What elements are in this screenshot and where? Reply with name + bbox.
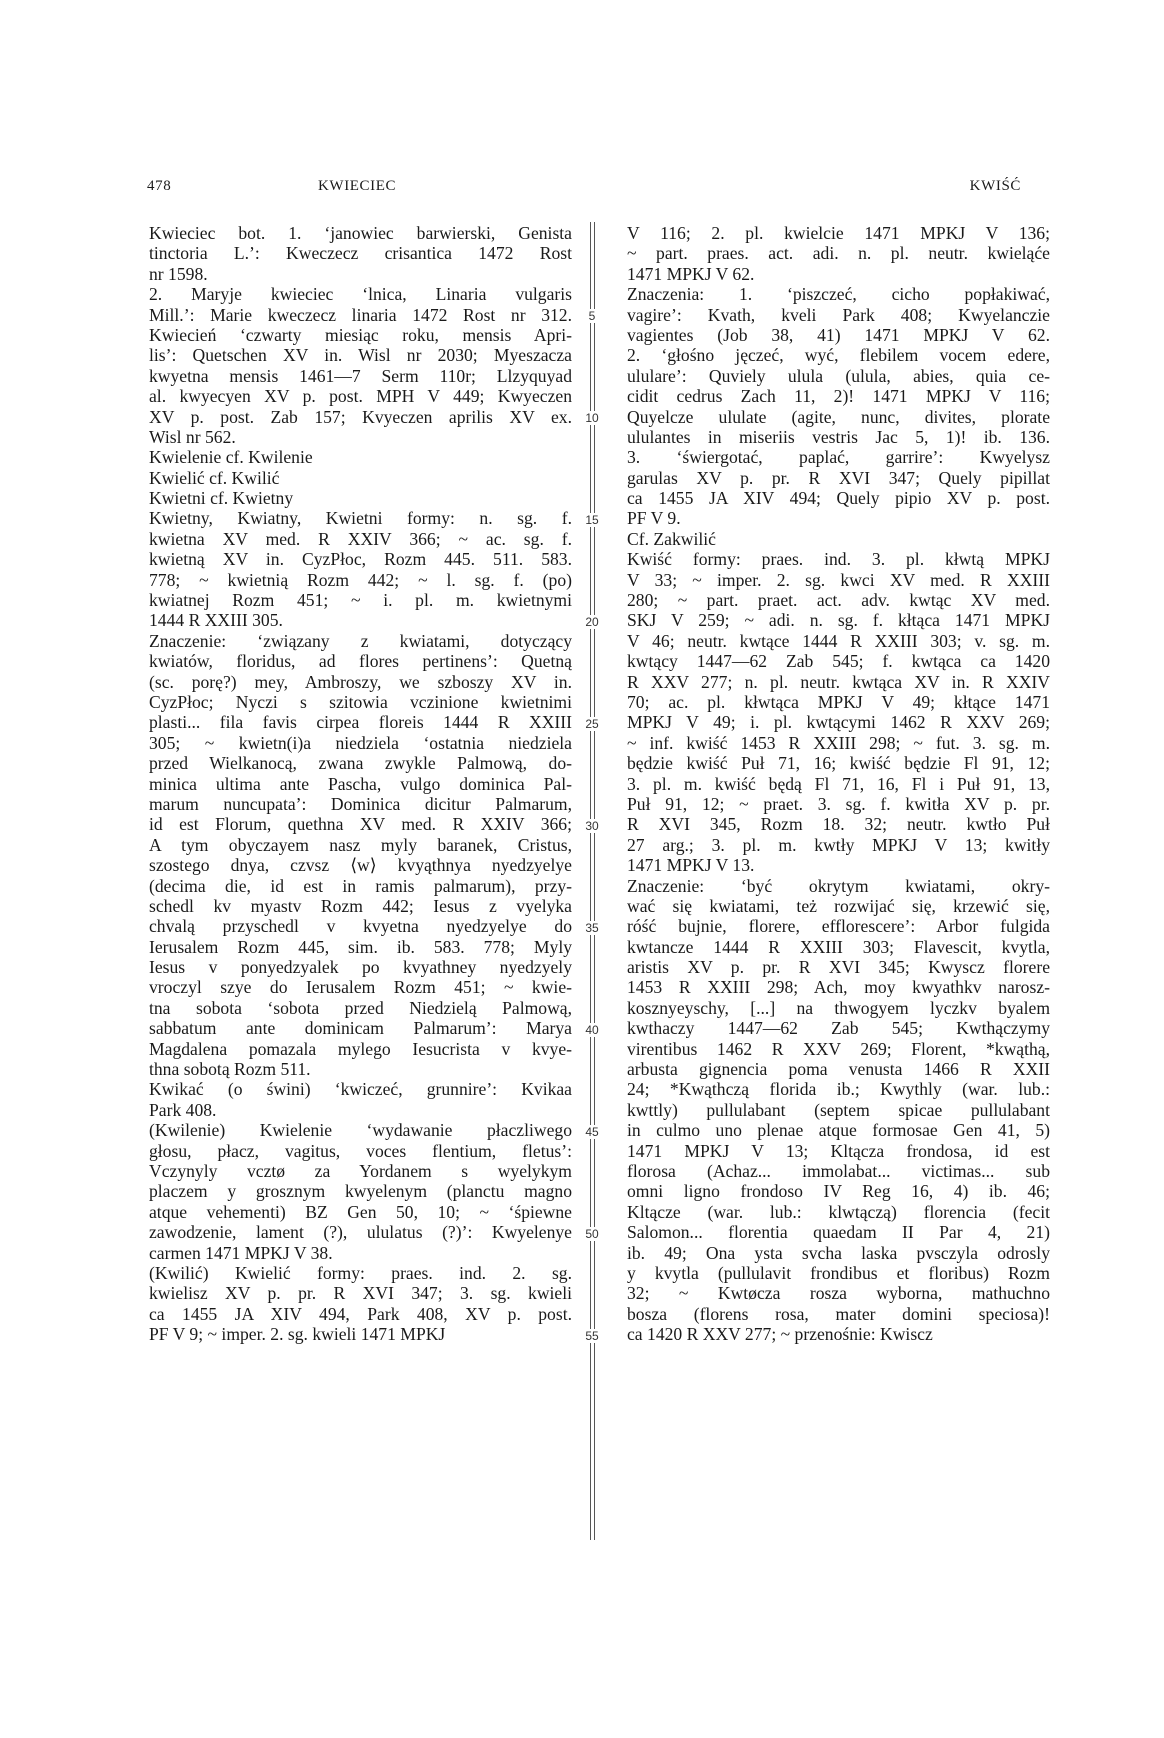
text-line: 1471 MPKJ V 13; Kltącza frondosa, id est <box>627 1140 1050 1161</box>
text-line: Salomon... florentia quaedam II Par 4, 21) <box>627 1222 1050 1243</box>
text-line: vagire’: Kvath, kveli Park 408; Kwyelanczie <box>627 304 1050 325</box>
text-line: 280; ~ part. praet. act. adv. kwtąc XV med. <box>627 590 1050 611</box>
text-line: A tym obyczayem nasz myly baranek, Cristus, <box>149 834 572 855</box>
text-line: schedl kv myastv Rozm 442; Iesus z vyelyka <box>149 895 572 916</box>
right-column <box>627 223 1050 1344</box>
text-line: R XXV 277; n. pl. neutr. kwtąca XV in. R XXIV <box>627 671 1050 692</box>
text-line: kwtancze 1444 R XXIII 303; Flavescit, kvytla, <box>627 936 1050 957</box>
text-line: atque vehementi) BZ Gen 50, 10; ~ ‘śpiewne <box>149 1201 572 1222</box>
text-line: Znaczenie: ‘być okrytym kwiatami, okry- <box>627 875 1050 896</box>
text-line: Kwiecień ‘czwarty miesiąc roku, mensis Apri- <box>149 324 572 345</box>
text-line: 2. Maryje kwieciec ‘lnica, Linaria vulgaris <box>149 284 572 305</box>
line-number: 55 <box>585 1328 599 1343</box>
text-line: carmen 1471 MPKJ V 38. <box>149 1242 333 1263</box>
text-line: SKJ V 259; ~ adi. n. sg. f. kłtąca 1471 MPKJ <box>627 610 1050 631</box>
text-line: vroczyl szye do Ierusalem Rozm 451; ~ kwie- <box>149 977 572 998</box>
text-line: 32; ~ Kwtøcza rosza wyborna, mathuchno <box>627 1283 1050 1304</box>
text-line: ~ part. praes. act. adi. n. pl. neutr. kwieląće <box>627 243 1050 264</box>
left-column <box>149 223 572 1344</box>
text-line: 778; ~ kwietnią Rozm 442; ~ l. sg. f. (po) <box>149 569 572 590</box>
page-number: 478 <box>147 178 172 194</box>
text-line: 1453 R XXIII 298; Ach, moy kwyathkv narosz- <box>627 977 1050 998</box>
text-line: 1471 MPKJ V 13. <box>627 855 755 876</box>
text-line: kwyetna mensis 1461—7 Serm 110r; Llzyquyad <box>149 365 572 386</box>
text-line: wać się kwiatami, też rozwijać się, krzewić się, <box>627 895 1050 916</box>
text-line: 3. ‘świergotać, paplać, garrire’: Kwyelysz <box>627 447 1050 468</box>
line-number: 30 <box>585 818 599 833</box>
line-number: 15 <box>585 512 599 527</box>
text-line: 24; *Kwąthczą florida ib.; Kwythly (war. lub.: <box>627 1079 1050 1100</box>
text-line: Vczynyly vcztø za Yordanem s wyelykym <box>149 1160 572 1181</box>
text-line: 70; ac. pl. kłwtąca MPKJ V 49; kłtące 1471 <box>627 691 1050 712</box>
text-line: PF V 9. <box>627 508 681 529</box>
text-line: Iesus v ponyedzyalek po kvyathney nyedzyely <box>149 957 572 978</box>
text-line: Kwiść formy: praes. ind. 3. pl. kłwtą MPKJ <box>627 549 1050 570</box>
text-line: in culmo uno plenae atque formosae Gen 41, 5) <box>627 1120 1050 1141</box>
text-line: 2. ‘głośno jęczeć, wyć, flebilem vocem edere, <box>627 345 1050 366</box>
text-line: sabbatum ante dominicam Palmarum’: Marya <box>149 1018 572 1039</box>
text-line: Magdalena pomazala mylego Iesucrista v kvye- <box>149 1038 572 1059</box>
text-line: ululare’: Quviely ulula (ulula, abies, quia ce- <box>627 365 1050 386</box>
text-line: omni ligno frondoso IV Reg 16, 4) ib. 46; <box>627 1181 1050 1202</box>
text-line: aristis XV p. pr. R XVI 345; Kwyscz florere <box>627 957 1050 978</box>
text-line: Znaczenie: ‘związany z kwiatami, dotyczący <box>149 630 572 651</box>
text-line: róść bujnie, florere, efflorescere’: Arbor fulgida <box>627 916 1050 937</box>
line-number: 20 <box>585 614 599 629</box>
text-line: placzem y grosznym kwyelenym (planctu magno <box>149 1181 572 1202</box>
line-number: 25 <box>585 716 599 731</box>
text-line: przed Wielkanocą, zwana zwykle Palmową, do- <box>149 753 572 774</box>
text-line: tna sobota ‘sobota przed Niedzielą Palmową, <box>149 997 572 1018</box>
text-line: głosu, płacz, vagitus, voces flentium, fletus’: <box>149 1140 572 1161</box>
text-line: Kwieciec bot. 1. ‘janowiec barwierski, Genista <box>149 223 572 243</box>
text-line: V 116; 2. pl. kwielcie 1471 MPKJ V 136; <box>627 223 1050 243</box>
text-line: nr 1598. <box>149 263 208 284</box>
line-number: 5 <box>584 309 600 323</box>
text-line: Kwikać (o świni) ‘kwiczeć, grunnire’: Kvikaa <box>149 1079 572 1100</box>
line-number: 35 <box>585 920 599 935</box>
text-line: szostego dnya, czvsz ⟨w⟩ kvyąthnya nyedzyelye <box>149 855 572 876</box>
text-line: zawodzenie, lament (?), ululatus (?)’: Kwyelenye <box>149 1222 572 1243</box>
text-line: Puł 91, 12; ~ praet. 3. sg. f. kwitła XV p. pr. <box>627 793 1050 814</box>
text-line: ca 1420 R XXV 277; ~ przenośnie: Kwiscz <box>627 1324 933 1345</box>
text-line: kwiatnej Rozm 451; ~ i. pl. m. kwietnymi <box>149 590 572 611</box>
text-line: ululantes in miseriis vestris Jac 5, 1)! ib. 136. <box>627 426 1050 447</box>
text-line: ca 1455 JA XIV 494, Park 408, XV p. post. <box>149 1303 572 1324</box>
text-line: (decima die, id est in ramis palmarum), przy- <box>149 875 572 896</box>
text-line: kwietną XV in. CyzPłoc, Rozm 445. 511. 583. <box>149 549 572 570</box>
text-line: chvalą przyschedl v kvyetna nyedzyelye do <box>149 916 572 937</box>
text-line: kwthaczy 1447—62 Zab 545; Kwthączymy <box>627 1018 1050 1039</box>
text-line: virentibus 1462 R XXV 269; Florent, *kwąthą, <box>627 1038 1050 1059</box>
text-line: Kwielić cf. Kwilić <box>149 467 280 488</box>
text-line: kwtący 1447—62 Zab 545; f. kwtąca ca 1420 <box>627 651 1050 672</box>
text-line: ib. 49; Ona ysta svcha laska pvsczyla odrosly <box>627 1242 1050 1263</box>
text-line: kosznyeyschy, [...] na thwogyem lyczkv byalem <box>627 997 1050 1018</box>
line-number: 50 <box>585 1226 599 1241</box>
text-line: y kvytla (pullulavit frondibus et floribus) Rozm <box>627 1262 1050 1283</box>
text-line: V 46; neutr. kwtące 1444 R XXIII 303; v. sg. m. <box>627 630 1050 651</box>
text-line: florosa (Achaz... immolabat... victimas... sub <box>627 1160 1050 1181</box>
text-line: cidit cedrus Zach 11, 2)! 1471 MPKJ V 116; <box>627 386 1050 407</box>
line-number: 40 <box>585 1022 599 1037</box>
text-line: 1471 MPKJ V 62. <box>627 263 755 284</box>
text-line: Kwietni cf. Kwietny <box>149 488 294 509</box>
text-line: CyzPłoc; Nyczi s szitowia vczinione kwietnimi <box>149 691 572 712</box>
running-head <box>147 178 1021 202</box>
text-line: al. kwyecyen XV p. post. MPH V 449; Kwyeczen <box>149 386 572 407</box>
line-number: 10 <box>585 410 599 425</box>
text-line: Cf. Zakwilić <box>627 528 716 549</box>
text-line: 1444 R XXIII 305. <box>149 610 283 631</box>
text-line: kwietna XV med. R XXIV 366; ~ ac. sg. f. <box>149 528 572 549</box>
text-line: Wisl nr 562. <box>149 426 236 447</box>
text-line: Quyelcze ululate (agite, nunc, divites, plorate <box>627 406 1050 427</box>
text-line: marum nuncupata’: Dominica dicitur Palmarum, <box>149 793 572 814</box>
text-line: Ierusalem Rozm 445, sim. ib. 583. 778; Myly <box>149 936 572 957</box>
text-line: 305; ~ kwietn(i)a niedziela ‘ostatnia niedziela <box>149 732 572 753</box>
text-line: PF V 9; ~ imper. 2. sg. kwieli 1471 MPKJ <box>149 1324 446 1345</box>
text-line: (sc. porę?) mey, Ambroszy, we szboszy XV in. <box>149 671 572 692</box>
text-line: (Kwilić) Kwielić formy: praes. ind. 2. sg. <box>149 1262 572 1283</box>
text-line: kwiatów, floridus, ad flores pertinens’: Quetną <box>149 651 572 672</box>
text-line: Kwietny, Kwiatny, Kwietni formy: n. sg. f. <box>149 508 572 529</box>
text-line: ca 1455 JA XIV 494; Quely pipio XV p. post. <box>627 488 1050 509</box>
text-line: 27 arg.; 3. pl. m. kwtły MPKJ V 13; kwitły <box>627 834 1050 855</box>
text-line: garulas XV p. pr. R XVI 347; Quely pipillat <box>627 467 1050 488</box>
text-line: lis’: Quetschen XV in. Wisl nr 2030; Myeszacza <box>149 345 572 366</box>
text-line: 3. pl. m. kwiść będą Fl 71, 16, Fl i Puł 91, 13, <box>627 773 1050 794</box>
text-line: XV p. post. Zab 157; Kvyeczen aprilis XV ex. <box>149 406 572 427</box>
text-line: kwielisz XV p. pr. R XVI 347; 3. sg. kwieli <box>149 1283 572 1304</box>
text-line: tinctoria L.’: Kweczecz crisantica 1472 Rost <box>149 243 572 264</box>
text-line: kwttly) pullulabant (septem spicae pullulabant <box>627 1099 1050 1120</box>
text-line: arbusta gignencia poma venusta 1466 R XXII <box>627 1059 1050 1080</box>
text-line: V 33; ~ imper. 2. sg. kwci XV med. R XXIII <box>627 569 1050 590</box>
text-line: (Kwilenie) Kwielenie ‘wydawanie płaczliwego <box>149 1120 572 1141</box>
text-line: minica ultima ante Pascha, vulgo dominica Pal- <box>149 773 572 794</box>
text-line: Kltącze (war. lub.: klwtączą) florencia (fecit <box>627 1201 1050 1222</box>
left-headword: KWIECIEC <box>318 178 397 194</box>
right-headword: KWIŚĆ <box>969 178 1021 194</box>
text-line: plasti... fila favis cirpea floreis 1444 R XXIII <box>149 712 572 733</box>
text-line: Mill.’: Marie kweczecz linaria 1472 Rost nr 312. <box>149 304 572 325</box>
text-line: Znaczenia: 1. ‘piszczeć, cicho popłakiwać, <box>627 284 1050 305</box>
text-line: ~ inf. kwiść 1453 R XXIII 298; ~ fut. 3. sg. m. <box>627 732 1050 753</box>
text-line: będzie kwiść Puł 71, 16; kwiść będzie Fl 91, 12; <box>627 753 1050 774</box>
text-line: Park 408. <box>149 1099 217 1120</box>
text-line: R XVI 345, Rozm 18. 32; neutr. kwtło Puł <box>627 814 1050 835</box>
text-line: vagientes (Job 38, 41) 1471 MPKJ V 62. <box>627 324 1050 345</box>
text-line: bosza (florens rosa, mater domini speciosa)! <box>627 1303 1050 1324</box>
line-number: 45 <box>585 1124 599 1139</box>
text-line: thna sobotą Rozm 511. <box>149 1059 311 1080</box>
text-line: id est Florum, quethna XV med. R XXIV 366; <box>149 814 572 835</box>
text-line: Kwielenie cf. Kwilenie <box>149 447 313 468</box>
text-line: MPKJ V 49; i. pl. kwtącymi 1462 R XXV 269; <box>627 712 1050 733</box>
